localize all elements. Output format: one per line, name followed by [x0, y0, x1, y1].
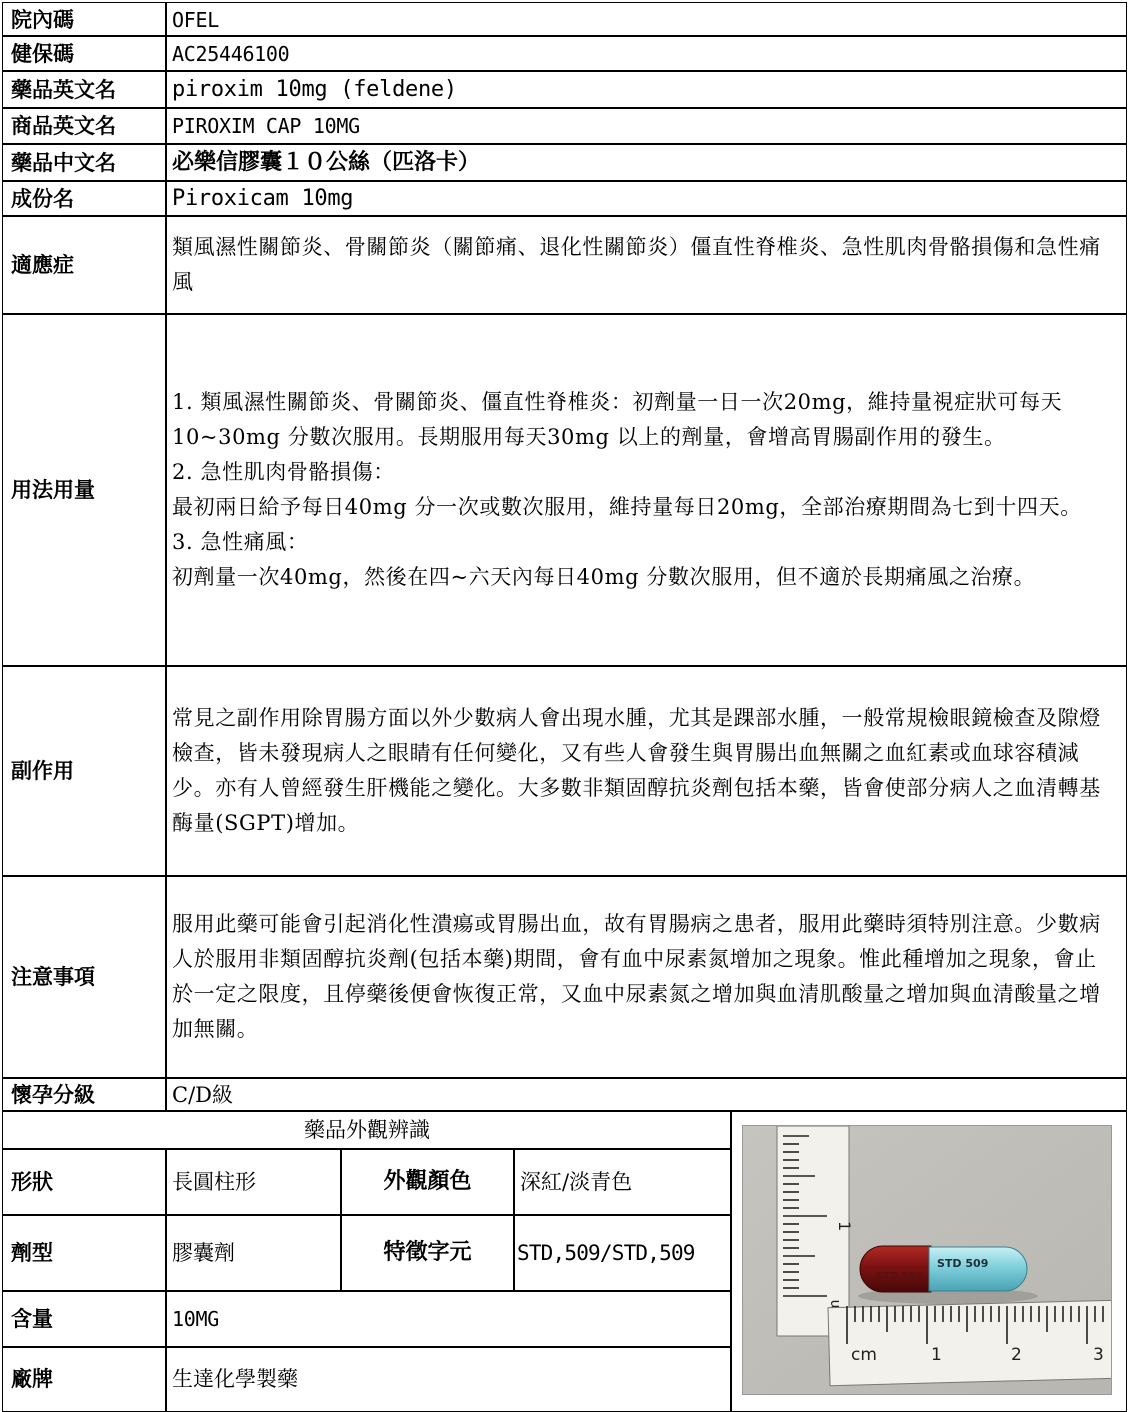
capsule-imprint-red: STD 509: [876, 1271, 923, 1282]
imprint-label: 特徵字元: [340, 1214, 515, 1292]
ruler-unit-horizontal: cm: [851, 1345, 877, 1365]
ruler-mark: 3: [1093, 1345, 1104, 1365]
dosage-form-value: 膠囊劑: [165, 1214, 342, 1292]
side-effects-text: 常見之副作用除胃腸方面以外少數病人會出現水腫，尤其是踝部水腫，一般常規檢眼鏡檢查及隙燈檢查，皆未發現病人之眼睛有任何變化，又有些人會發生與胃腸出血無關之血紅素或血球容積減少。亦有人曾經發生肝機能之變化。大多數非類固醇抗炎劑包括本藥，皆會使部分病人之血清轉基酶量(SGPT)增加。: [172, 706, 1101, 835]
pregnancy-label: 懷孕分級: [2, 1077, 167, 1112]
content-label: 含量: [2, 1290, 167, 1348]
ruler-mark: 1: [835, 1221, 854, 1232]
indications-label: 適應症: [2, 215, 167, 315]
pill-photo-drawing: [743, 1126, 1111, 1394]
capsule-imprint-blue: STD 509: [937, 1257, 989, 1270]
color-label: 外觀顏色: [340, 1148, 515, 1216]
side-effects-label: 副作用: [2, 665, 167, 877]
ingredient-value: Piroxicam 10mg: [165, 180, 1127, 217]
appearance-section-title: 藥品外觀辨識: [2, 1110, 732, 1150]
brand-value: 生達化學製藥: [165, 1346, 732, 1412]
indications-text: 類風濕性關節炎、骨關節炎（關節痛、退化性關節炎）僵直性脊椎炎、急性肌肉骨骼損傷和急性痛風: [172, 235, 1101, 294]
color-value: 深紅/淡青色: [513, 1148, 732, 1216]
pill-photo: [742, 1125, 1112, 1395]
pregnancy-value: C/D級: [165, 1077, 1127, 1112]
ruler-mark: 2: [1011, 1345, 1022, 1365]
dosage-line: 初劑量一次40mg，然後在四~六天內每日40mg 分數次服用，但不適於長期痛風之治療。: [172, 565, 1036, 589]
nhi-code-label: 健保碼: [2, 35, 167, 72]
drug-chinese-name-value: 必樂信膠囊１０公絲（匹洛卡）: [165, 143, 1127, 182]
vertical-ruler: [777, 1126, 854, 1336]
content-value: 10MG: [165, 1290, 732, 1348]
drug-chinese-name-label: 藥品中文名: [2, 143, 167, 182]
capsule: [858, 1246, 1038, 1304]
dosage-form-label: 劑型: [2, 1214, 167, 1292]
dosage-line: 2. 急性肌肉骨骼損傷：: [172, 460, 395, 484]
ingredient-label: 成份名: [2, 180, 167, 217]
indications-value: [165, 215, 1127, 315]
dosage-line: 1. 類風濕性關節炎、骨關節炎、僵直性脊椎炎：初劑量一日一次20mg，維持量視症狀可每天10~30mg 分數次服用。長期服用每天30mg 以上的劑量，會增高胃腸副作用的發生。: [172, 390, 1063, 449]
precautions-value: [165, 875, 1127, 1079]
nhi-code-value: AC25446100: [165, 35, 1127, 72]
ruler-mark: 1: [931, 1345, 942, 1365]
drug-english-name-value: piroxim 10mg (feldene): [165, 70, 1127, 109]
precautions-label: 注意事項: [2, 875, 167, 1079]
precautions-text: 服用此藥可能會引起消化性潰瘍或胃腸出血，故有胃腸病之患者，服用此藥時須特別注意。少數病人於服用非類固醇抗炎劑(包括本藥)期間，會有血中尿素氮增加之現象。惟此種增加之現象，會止於一定之限度，且停藥後便會恢復正常，又血中尿素氮之增加與血清肌酸量之增加與血清酸量之增加無關。: [172, 912, 1101, 1041]
hospital-code-label: 院內碼: [2, 2, 167, 37]
shape-value: 長圓柱形: [165, 1148, 342, 1216]
hospital-code-value: OFEL: [165, 2, 1127, 37]
dosage-value: [165, 313, 1127, 667]
product-english-name-value: PIROXIM CAP 10MG: [165, 107, 1127, 145]
dosage-label: 用法用量: [2, 313, 167, 667]
product-english-name-label: 商品英文名: [2, 107, 167, 145]
drug-english-name-label: 藥品英文名: [2, 70, 167, 109]
imprint-value: STD,509/STD,509: [513, 1214, 732, 1292]
dosage-line: 3. 急性痛風：: [172, 530, 309, 554]
side-effects-value: [165, 665, 1127, 877]
brand-label: 廠牌: [2, 1346, 167, 1412]
shape-label: 形狀: [2, 1148, 167, 1216]
dosage-line: 最初兩日給予每日40mg 分一次或數次服用，維持量每日20mg，全部治療期間為七到十四天。: [172, 495, 1082, 519]
horizontal-ruler: [828, 1300, 1111, 1385]
